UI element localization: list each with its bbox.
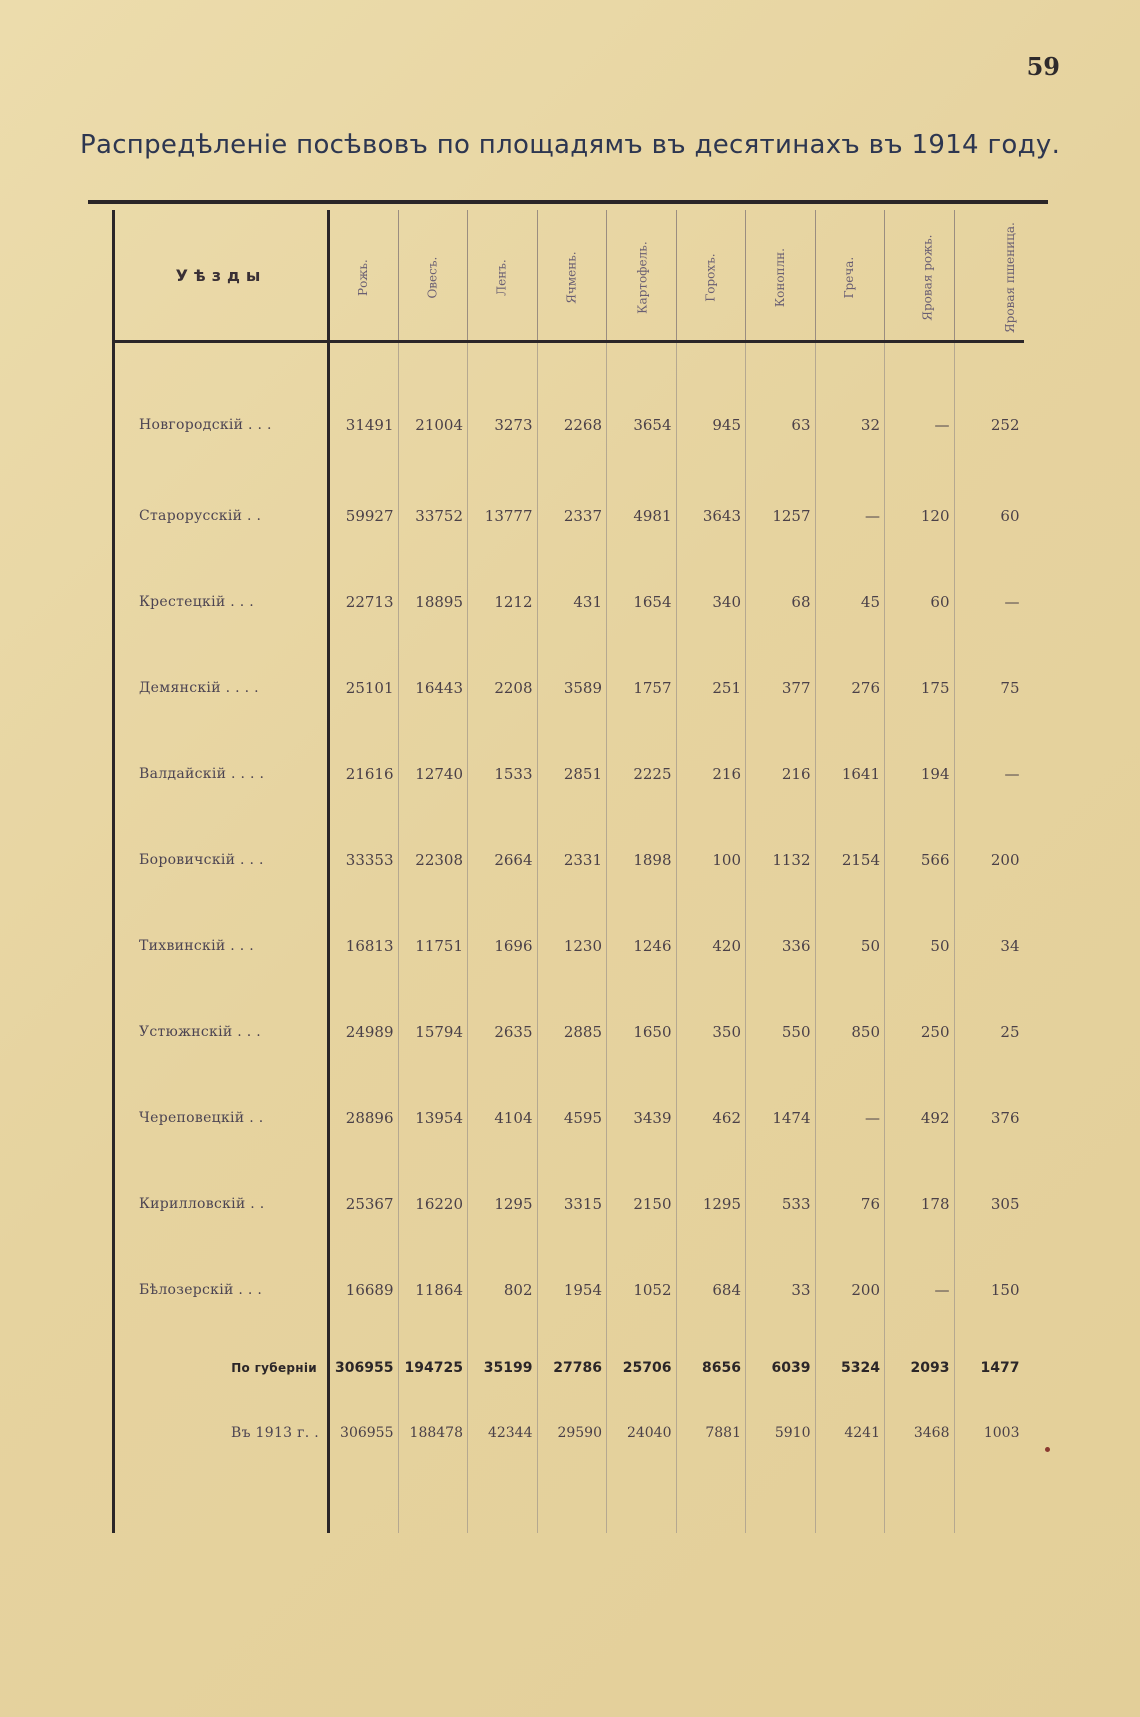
table-row xyxy=(114,645,1024,731)
column-header-label: Яровая рожь. xyxy=(920,234,935,321)
table-cell: 305 xyxy=(954,1161,1024,1247)
table-cell: 25367 xyxy=(329,1161,399,1247)
district-name: По губерніи xyxy=(114,1333,329,1403)
table-cell: 120 xyxy=(885,473,955,559)
table-cell: 1654 xyxy=(607,559,677,645)
table-cell: 216 xyxy=(676,731,746,817)
column-header xyxy=(468,210,538,342)
table-cell: — xyxy=(815,1075,885,1161)
district-name: Крестецкій . . . xyxy=(114,559,329,645)
column-header-label: Овесъ. xyxy=(425,256,440,299)
table-cell: 22713 xyxy=(329,559,399,645)
table-row xyxy=(114,1403,1024,1463)
table-row xyxy=(114,342,1024,474)
table-cell: 377 xyxy=(746,645,816,731)
crop-area-table xyxy=(112,210,1022,1533)
table-row xyxy=(114,473,1024,559)
table-cell: 34 xyxy=(954,903,1024,989)
table-cell: 2664 xyxy=(468,817,538,903)
table-cell: 18895 xyxy=(398,559,468,645)
table-cell: 1132 xyxy=(746,817,816,903)
table-cell: 4241 xyxy=(815,1403,885,1463)
table-cell: 1696 xyxy=(468,903,538,989)
table-cell: 1052 xyxy=(607,1247,677,1333)
table-cell: 194 xyxy=(885,731,955,817)
table-cell: 25706 xyxy=(607,1333,677,1403)
table-cell: 13777 xyxy=(468,473,538,559)
column-header xyxy=(676,210,746,342)
table-cell: 2635 xyxy=(468,989,538,1075)
table-cell: 28896 xyxy=(329,1075,399,1161)
table-cell: 25 xyxy=(954,989,1024,1075)
page-number: 59 xyxy=(1026,52,1060,81)
column-header xyxy=(398,210,468,342)
table-cell: 1246 xyxy=(607,903,677,989)
table-cell: 1295 xyxy=(676,1161,746,1247)
table-cell: 3315 xyxy=(537,1161,607,1247)
table-cell: 5910 xyxy=(746,1403,816,1463)
table-cell: 1295 xyxy=(468,1161,538,1247)
table-cell: 3643 xyxy=(676,473,746,559)
empty-cell xyxy=(885,1463,955,1533)
table-tail xyxy=(114,1463,1024,1533)
table-cell: 16689 xyxy=(329,1247,399,1333)
table-cell: 1757 xyxy=(607,645,677,731)
table-cell: 340 xyxy=(676,559,746,645)
table-cell: 175 xyxy=(885,645,955,731)
column-header xyxy=(746,210,816,342)
ink-speck xyxy=(1045,1447,1050,1452)
table-row xyxy=(114,1247,1024,1333)
table-cell: 1641 xyxy=(815,731,885,817)
district-name: Старорусскій . . xyxy=(114,473,329,559)
table-cell: 420 xyxy=(676,903,746,989)
empty-cell xyxy=(537,1463,607,1533)
table-cell: 252 xyxy=(954,342,1024,474)
empty-cell xyxy=(746,1463,816,1533)
table-cell: 188478 xyxy=(398,1403,468,1463)
table-cell: — xyxy=(815,473,885,559)
table-cell: 29590 xyxy=(537,1403,607,1463)
table-row xyxy=(114,1161,1024,1247)
empty-cell xyxy=(398,1463,468,1533)
data-table xyxy=(112,210,1024,1533)
top-rule xyxy=(88,200,1048,204)
table-cell: 276 xyxy=(815,645,885,731)
table-cell: 12740 xyxy=(398,731,468,817)
table-cell: 550 xyxy=(746,989,816,1075)
district-name: Череповецкій . . xyxy=(114,1075,329,1161)
column-header xyxy=(954,210,1024,342)
table-cell: — xyxy=(954,559,1024,645)
table-row xyxy=(114,1333,1024,1403)
table-cell: 216 xyxy=(746,731,816,817)
table-cell: 11864 xyxy=(398,1247,468,1333)
table-cell: 194725 xyxy=(398,1333,468,1403)
column-header xyxy=(537,210,607,342)
empty-cell xyxy=(676,1463,746,1533)
column-header xyxy=(607,210,677,342)
table-cell: 76 xyxy=(815,1161,885,1247)
table-cell: 21004 xyxy=(398,342,468,474)
table-cell: 50 xyxy=(885,903,955,989)
table-cell: 945 xyxy=(676,342,746,474)
district-name: Тихвинскій . . . xyxy=(114,903,329,989)
table-cell: 15794 xyxy=(398,989,468,1075)
table-cell: 3439 xyxy=(607,1075,677,1161)
column-header xyxy=(815,210,885,342)
column-header-label: Яровая пшеница. xyxy=(1002,221,1017,333)
table-cell: 566 xyxy=(885,817,955,903)
table-row xyxy=(114,989,1024,1075)
table-cell: 2225 xyxy=(607,731,677,817)
table-cell: 376 xyxy=(954,1075,1024,1161)
table-cell: 2208 xyxy=(468,645,538,731)
column-header xyxy=(329,210,399,342)
table-cell: 8656 xyxy=(676,1333,746,1403)
row-header: Уѣзды xyxy=(114,210,329,342)
table-cell: 60 xyxy=(954,473,1024,559)
table-row xyxy=(114,1075,1024,1161)
table-cell: 32 xyxy=(815,342,885,474)
table-cell: 1477 xyxy=(954,1333,1024,1403)
column-header xyxy=(885,210,955,342)
district-name: Новгородскій . . . xyxy=(114,342,329,474)
table-cell: 42344 xyxy=(468,1403,538,1463)
header-row xyxy=(114,210,1024,342)
table-cell: 68 xyxy=(746,559,816,645)
table-cell: 33752 xyxy=(398,473,468,559)
column-header-label: Коноплн. xyxy=(772,247,787,307)
empty-cell xyxy=(114,1463,329,1533)
table-cell: 59927 xyxy=(329,473,399,559)
table-cell: 251 xyxy=(676,645,746,731)
table-cell: 4981 xyxy=(607,473,677,559)
table-cell: 1474 xyxy=(746,1075,816,1161)
table-cell: 4104 xyxy=(468,1075,538,1161)
table-cell: 1230 xyxy=(537,903,607,989)
table-cell: 27786 xyxy=(537,1333,607,1403)
table-cell: 250 xyxy=(885,989,955,1075)
table-cell: 75 xyxy=(954,645,1024,731)
table-cell: 2150 xyxy=(607,1161,677,1247)
table-cell: 150 xyxy=(954,1247,1024,1333)
table-cell: 1003 xyxy=(954,1403,1024,1463)
district-name: Въ 1913 г. . xyxy=(114,1403,329,1463)
table-cell: 2337 xyxy=(537,473,607,559)
table-cell: — xyxy=(954,731,1024,817)
table-cell: 850 xyxy=(815,989,885,1075)
table-cell: 45 xyxy=(815,559,885,645)
table-cell: 533 xyxy=(746,1161,816,1247)
column-header-label: Горохъ. xyxy=(703,252,718,302)
column-header-label: Ленъ. xyxy=(494,258,509,296)
table-cell: 200 xyxy=(815,1247,885,1333)
table-cell: 200 xyxy=(954,817,1024,903)
table-cell: 6039 xyxy=(746,1333,816,1403)
table-cell: 1257 xyxy=(746,473,816,559)
table-cell: 2331 xyxy=(537,817,607,903)
table-cell: 3468 xyxy=(885,1403,955,1463)
table-cell: 7881 xyxy=(676,1403,746,1463)
table-cell: 178 xyxy=(885,1161,955,1247)
table-cell: 1898 xyxy=(607,817,677,903)
table-cell: 2154 xyxy=(815,817,885,903)
table-cell: 60 xyxy=(885,559,955,645)
table-cell: 3589 xyxy=(537,645,607,731)
table-cell: 306955 xyxy=(329,1333,399,1403)
page-title: Распредѣленіе посѣвовъ по площадямъ въ десятинахъ въ 1914 году. xyxy=(80,130,1061,160)
district-name: Бѣлозерскій . . . xyxy=(114,1247,329,1333)
table-row xyxy=(114,731,1024,817)
table-cell: 35199 xyxy=(468,1333,538,1403)
table-cell: 2093 xyxy=(885,1333,955,1403)
table-cell: 2851 xyxy=(537,731,607,817)
table-cell: 16813 xyxy=(329,903,399,989)
empty-cell xyxy=(607,1463,677,1533)
district-name: Демянскій . . . . xyxy=(114,645,329,731)
district-name: Валдайскій . . . . xyxy=(114,731,329,817)
table-cell: 25101 xyxy=(329,645,399,731)
district-name: Боровичскій . . . xyxy=(114,817,329,903)
empty-cell xyxy=(329,1463,399,1533)
table-cell: — xyxy=(885,342,955,474)
table-cell: 684 xyxy=(676,1247,746,1333)
table-cell: 802 xyxy=(468,1247,538,1333)
table-cell: 2268 xyxy=(537,342,607,474)
table-cell: 11751 xyxy=(398,903,468,989)
empty-cell xyxy=(815,1463,885,1533)
table-cell: 1954 xyxy=(537,1247,607,1333)
table-cell: 462 xyxy=(676,1075,746,1161)
table-cell: 24989 xyxy=(329,989,399,1075)
table-cell: 63 xyxy=(746,342,816,474)
district-name: Кирилловскій . . xyxy=(114,1161,329,1247)
table-cell: 1650 xyxy=(607,989,677,1075)
district-name: Устюжнскій . . . xyxy=(114,989,329,1075)
column-header-label: Картофель. xyxy=(635,240,650,314)
table-cell: 4595 xyxy=(537,1075,607,1161)
table-row xyxy=(114,559,1024,645)
table-cell: 3654 xyxy=(607,342,677,474)
table-cell: 24040 xyxy=(607,1403,677,1463)
empty-cell xyxy=(468,1463,538,1533)
table-cell: 13954 xyxy=(398,1075,468,1161)
table-cell: 431 xyxy=(537,559,607,645)
table-cell: 100 xyxy=(676,817,746,903)
table-cell: 350 xyxy=(676,989,746,1075)
table-cell: 33 xyxy=(746,1247,816,1333)
table-cell: 1212 xyxy=(468,559,538,645)
table-cell: 306955 xyxy=(329,1403,399,1463)
column-header-label: Греча. xyxy=(842,256,857,298)
column-header-label: Рожь. xyxy=(356,258,371,296)
table-cell: 2885 xyxy=(537,989,607,1075)
table-cell: 31491 xyxy=(329,342,399,474)
column-header-label: Ячмень. xyxy=(564,250,579,304)
table-cell: 336 xyxy=(746,903,816,989)
table-cell: 21616 xyxy=(329,731,399,817)
empty-cell xyxy=(954,1463,1024,1533)
table-cell: 492 xyxy=(885,1075,955,1161)
table-cell: 50 xyxy=(815,903,885,989)
table-body xyxy=(114,342,1024,1534)
table-row xyxy=(114,817,1024,903)
table-row xyxy=(114,903,1024,989)
table-cell: 16220 xyxy=(398,1161,468,1247)
table-cell: 16443 xyxy=(398,645,468,731)
table-cell: 22308 xyxy=(398,817,468,903)
table-cell: 1533 xyxy=(468,731,538,817)
table-cell: 33353 xyxy=(329,817,399,903)
table-cell: — xyxy=(885,1247,955,1333)
table-cell: 5324 xyxy=(815,1333,885,1403)
table-cell: 3273 xyxy=(468,342,538,474)
